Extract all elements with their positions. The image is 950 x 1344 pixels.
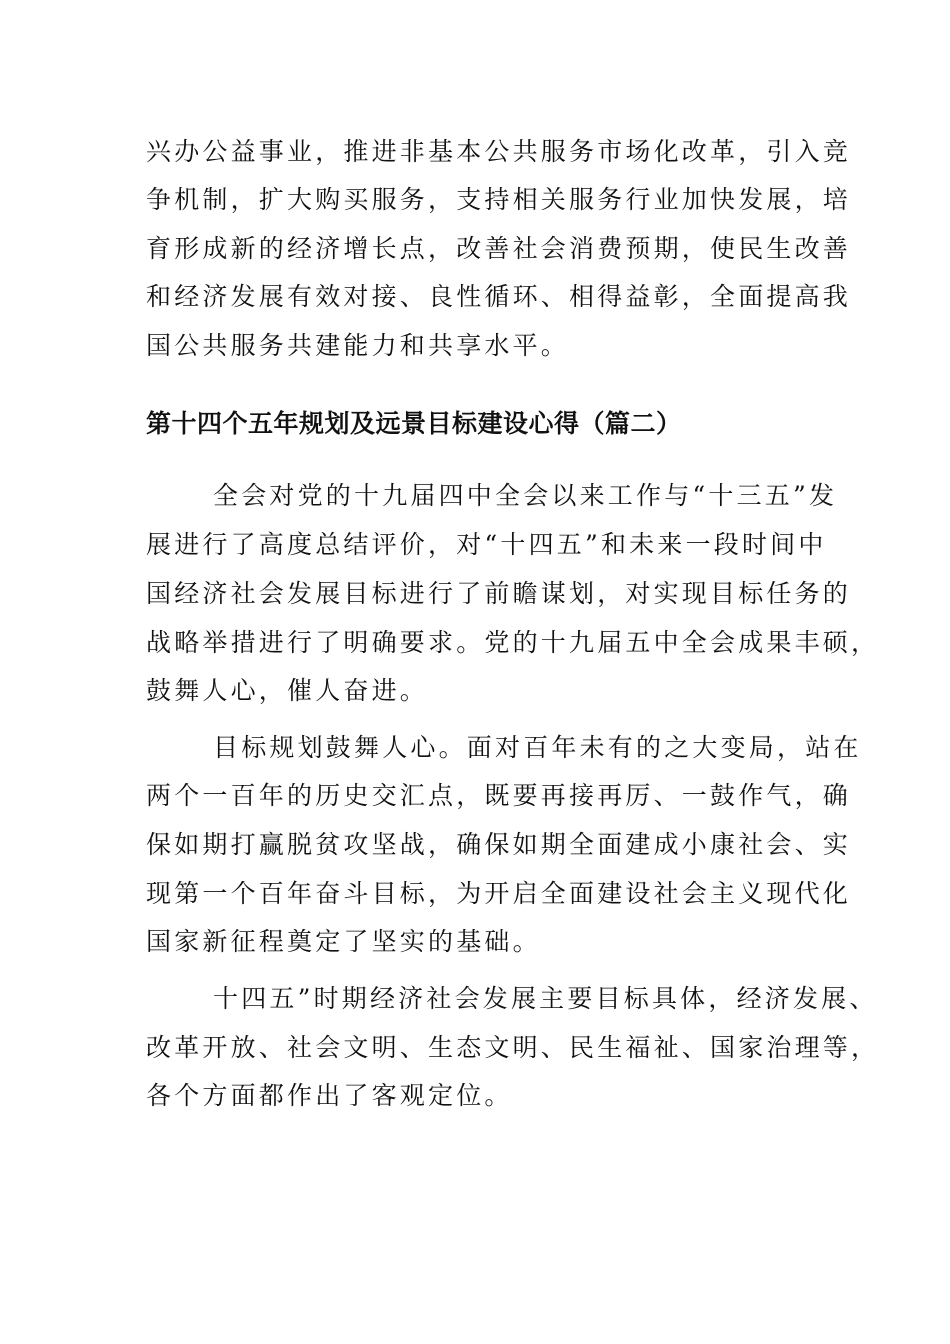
paragraph-line: 鼓舞人心，催人奋进。	[146, 676, 429, 705]
section-heading: 第十四个五年规划及远景目标建设心得（篇二）	[146, 409, 682, 438]
paragraph-line: 争机制，扩大购买服务，支持相关服务行业加快发展，培	[146, 185, 852, 214]
paragraph-line: 国家新征程奠定了坚实的基础。	[146, 927, 541, 956]
paragraph-line: 现第一个百年奋斗目标，为开启全面建设社会主义现代化	[146, 879, 852, 908]
paragraph-line: 展进行了高度总结评价，对“十四五”和未来一段时间中	[146, 530, 827, 559]
paragraph-line: 国公共服务共建能力和共享水平。	[146, 331, 570, 360]
paragraph-line: 两个一百年的历史交汇点，既要再接再厉、一鼓作气，确	[146, 781, 852, 810]
paragraph-line: 十四五”时期经济社会发展主要目标具体，经济发展、	[213, 984, 878, 1013]
paragraph-line: 全会对党的十九届四中全会以来工作与“十三五”发	[213, 481, 838, 510]
paragraph-line: 保如期打赢脱贫攻坚战，确保如期全面建成小康社会、实	[146, 830, 852, 859]
paragraph-line: 目标规划鼓舞人心。面对百年未有的之大变局，站在	[213, 733, 862, 762]
paragraph-line: 国经济社会发展目标进行了前瞻谋划，对实现目标任务的	[146, 579, 852, 608]
paragraph-line: 兴办公益事业，推进非基本公共服务市场化改革，引入竞	[146, 137, 852, 166]
paragraph-line: 和经济发展有效对接、良性循环、相得益彰，全面提高我	[146, 282, 852, 311]
paragraph-line: 改革开放、社会文明、生态文明、民生福祉、国家治理等，	[146, 1033, 880, 1062]
paragraph-line: 育形成新的经济增长点，改善社会消费预期，使民生改善	[146, 234, 852, 263]
paragraph-line: 各个方面都作出了客观定位。	[146, 1081, 513, 1110]
paragraph-line: 战略举措进行了明确要求。党的十九届五中全会成果丰硕，	[146, 628, 880, 657]
